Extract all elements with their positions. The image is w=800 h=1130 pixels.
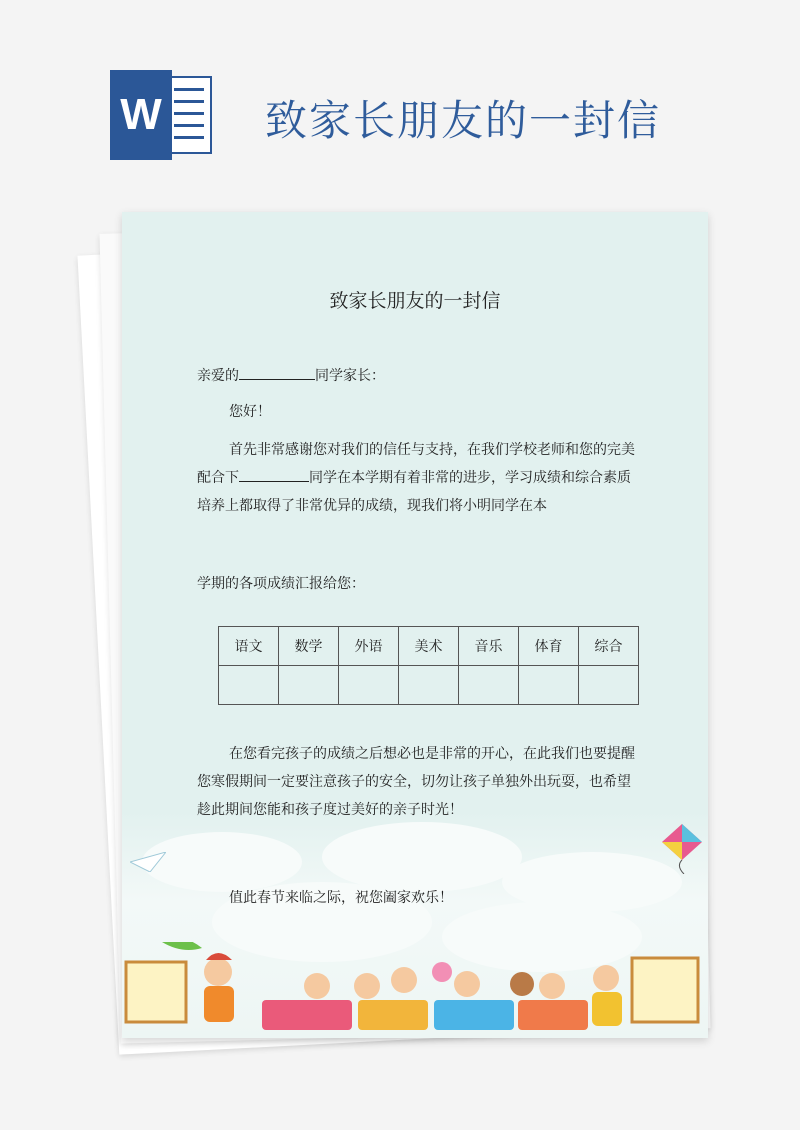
score-cell <box>219 666 279 705</box>
greeting: 您好！ <box>229 404 271 420</box>
letter-page <box>122 212 708 1038</box>
paragraph-3: 在您看完孩子的成绩之后想必也是非常的开心，在此我们也要提醒您寒假期间一定要注意孩子的安全，切勿让孩子单独外出玩耍，也希望趁此期间您能和孩子度过美好的亲子时光！ <box>197 746 635 818</box>
salutation-suffix: 同学家长： <box>315 368 385 384</box>
easel-right-icon <box>632 958 698 1022</box>
paragraph-1-part-b: 同学在本学期有着非常的进步，学习成绩和综合素质培养上都取得了非常优异的成绩，现我们将小明同学在本 <box>197 470 631 514</box>
kid-face-icon <box>539 973 565 999</box>
score-cell <box>339 666 399 705</box>
table-header-row <box>219 627 639 666</box>
kid-face-icon <box>304 973 330 999</box>
paragraph-1-part-a: 首先非常感谢您对我们的信任与支持，在我们学校老师和您的完美配合下 <box>197 442 635 486</box>
word-logo-letter: W <box>110 70 172 160</box>
kite-icon <box>662 824 702 874</box>
table-row <box>219 666 639 705</box>
student-name-blank-2 <box>239 467 309 482</box>
paragraph-2: 学期的各项成绩汇报给您： <box>197 576 365 592</box>
kid-hat-icon <box>206 953 232 960</box>
paper-plane-icon <box>130 852 166 872</box>
score-cell <box>519 666 579 705</box>
page-title: 致家长朋友的一封信 <box>265 96 662 145</box>
score-cell <box>399 666 459 705</box>
kid-face-icon <box>454 971 480 997</box>
cart-icon <box>358 1000 428 1030</box>
subject-cell: 体育 <box>519 627 579 666</box>
word-doc-icon <box>110 70 214 160</box>
cart-icon <box>434 1000 514 1030</box>
kid-body-icon <box>592 992 622 1026</box>
leaf-icon <box>162 942 202 950</box>
paragraph-1 <box>197 436 637 520</box>
lollipop-icon <box>432 962 452 982</box>
bear-icon <box>510 972 534 996</box>
subject-cell: 美术 <box>399 627 459 666</box>
student-name-blank <box>239 365 315 380</box>
closing: 值此春节来临之际，祝您阖家欢乐！ <box>229 890 453 906</box>
letter-title: 致家长朋友的一封信 <box>329 290 501 312</box>
score-cell <box>279 666 339 705</box>
subject-cell: 数学 <box>279 627 339 666</box>
salutation <box>197 360 637 392</box>
grades-table <box>218 626 639 705</box>
subject-cell: 外语 <box>339 627 399 666</box>
salutation-prefix: 亲爱的 <box>197 368 239 384</box>
score-cell <box>579 666 639 705</box>
subject-cell: 语文 <box>219 627 279 666</box>
kid-face-icon <box>391 967 417 993</box>
kid-face-icon <box>204 958 232 986</box>
easel-left-icon <box>126 962 186 1022</box>
cart-icon <box>262 1000 352 1030</box>
kid-face-icon <box>593 965 619 991</box>
subject-cell: 音乐 <box>459 627 519 666</box>
header <box>0 0 800 200</box>
kid-body-icon <box>204 986 234 1022</box>
cart-icon <box>518 1000 588 1030</box>
score-cell <box>459 666 519 705</box>
children-illustration <box>122 942 708 1038</box>
kid-face-icon <box>354 973 380 999</box>
subject-cell: 综合 <box>579 627 639 666</box>
